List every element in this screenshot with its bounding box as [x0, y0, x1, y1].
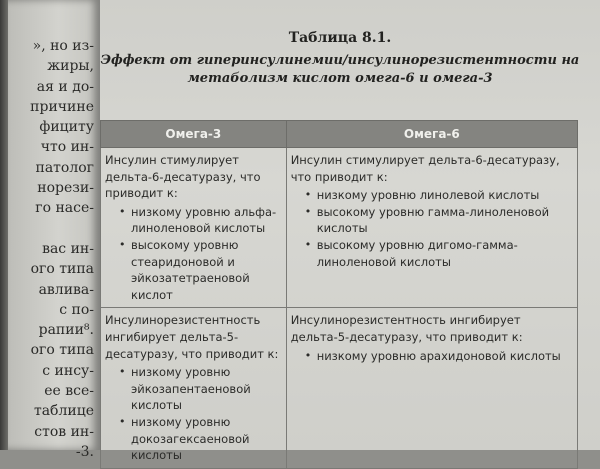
left-page-line: рапии⁸. — [38, 322, 94, 339]
cell-omega-3 — [101, 148, 287, 308]
header-omega-6: Омега-6 — [286, 121, 577, 148]
cell-intro: Инсулинорезистентность ингибирует дельта-5-десатуразу, что приводит к: — [290, 313, 523, 344]
left-page-line: го насе- — [35, 200, 94, 217]
left-page-line: ого типа — [30, 261, 94, 278]
left-page-line: », но из- — [32, 38, 94, 54]
cell-intro: Инсулин стимулирует дельта-6-десатуразу, что приводит к: — [290, 153, 560, 184]
left-page — [8, 0, 100, 460]
header-omega-3: Омега-3 — [101, 121, 287, 148]
left-page-line: фициту — [39, 119, 94, 136]
left-page-line: ее все- — [44, 383, 94, 400]
left-page-line: норези- — [37, 180, 94, 197]
left-page-text — [8, 36, 100, 462]
cell-omega-3 — [101, 308, 287, 468]
left-page-line: ая и до- — [36, 78, 94, 95]
left-page-line: стов ин- — [34, 423, 94, 440]
table-number: Таблица 8.1. — [288, 30, 392, 46]
left-page-line: жиры, — [47, 58, 94, 75]
list-item: • низкому уровню альфа-линоленовой кислоты — [121, 204, 282, 237]
left-page-line: ого типа — [30, 342, 94, 359]
list-item: • высокому уровню гамма-линоленовой кислоты — [307, 204, 573, 237]
left-page-line: что ин- — [40, 139, 94, 156]
book-gutter — [0, 0, 8, 450]
left-page-line: авлива- — [38, 281, 94, 298]
table-header-row — [101, 121, 578, 148]
list-item: • низкому уровню докозагексаеновой кислоты — [121, 414, 282, 464]
left-page-line: с по- — [59, 301, 94, 318]
list-item: • низкому уровню эйкозапентаеновой кислоты — [121, 364, 282, 414]
left-page-line: патолог — [35, 159, 94, 176]
bullet-list — [291, 187, 573, 270]
list-item: • низкому уровню арахидоновой кислоты — [307, 348, 573, 365]
left-page-line: таблице — [33, 403, 94, 420]
left-page-line: с инсу- — [42, 362, 94, 379]
table-row — [101, 148, 578, 308]
table-title: Эффект от гиперинсулинемии/инсулинорезистентности на метаболизм кислот омега-6 и омега-3 — [100, 53, 580, 86]
table-row — [101, 308, 578, 468]
list-item: • высокому уровню дигомо-гамма-линоленовой кислоты — [307, 237, 573, 270]
bullet-list — [105, 364, 282, 464]
left-page-line: -3. — [75, 443, 94, 460]
cell-intro: Инсулин стимулирует дельта-6-десатуразу, что приводит к: — [105, 153, 261, 201]
left-page-line: вас ин- — [42, 240, 94, 257]
bullet-list — [291, 348, 573, 365]
right-page — [100, 0, 600, 463]
cell-omega-6 — [286, 308, 577, 468]
cell-omega-6 — [286, 148, 577, 308]
omega-table — [100, 120, 578, 469]
cell-intro: Инсулинорезистентность ингибирует дельта-5-десатуразу, что приводит к: — [105, 313, 279, 361]
left-page-line — [8, 219, 100, 239]
list-item: • высокому уровню стеаридоновой и эйкозатетраеновой кислот — [121, 237, 282, 303]
table-caption — [100, 30, 580, 88]
list-item: • низкому уровню линолевой кислоты — [307, 187, 573, 204]
left-page-line: причине — [30, 98, 94, 115]
bullet-list — [105, 204, 282, 304]
